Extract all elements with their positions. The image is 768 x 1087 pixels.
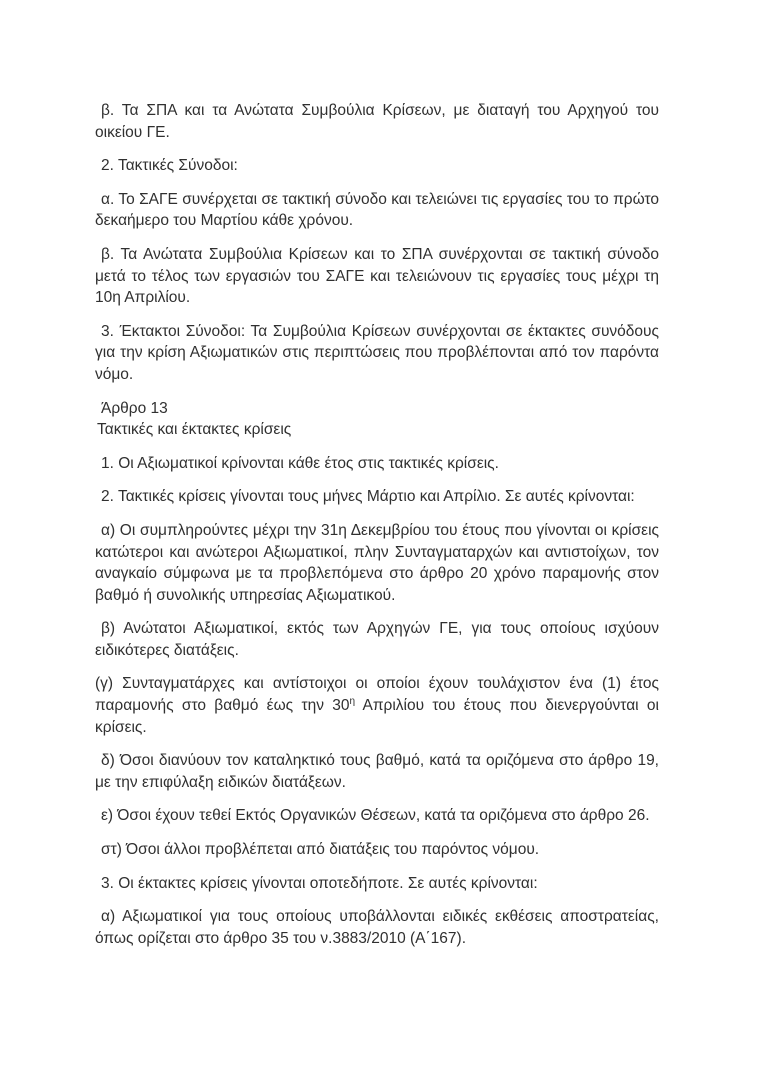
paragraph-extraordinary-evaluations: 3. Οι έκτακτες κρίσεις γίνονται οποτεδήποτε. Σε αυτές κρίνονται:: [101, 874, 538, 892]
case-g-ordinal-superscript: η: [349, 695, 356, 707]
paragraph-regular-evaluations-months: 2. Τακτικές κρίσεις γίνονται τους μήνες Μάρτιο και Απρίλιο. Σε αυτές κρίνονται:: [101, 488, 635, 506]
case-g-text-post: Απριλίου του έτους που διενεργούνται οι κρίσεις.: [95, 697, 659, 736]
paragraph-supreme-councils-session: β. Τα Ανώτατα Συμβούλια Κρίσεων και το ΣΠΑ συνέρχονται σε τακτική σύνοδο μετά το τέλος των εργασιών του ΣΑΓΕ και τελειώνουν τις εργασίες τους μέχρι τη 10η Απριλίου.: [95, 245, 659, 307]
paragraph-case-a-completion: α) Οι συμπληρούντες μέχρι την 31η Δεκεμβρίου του έτους που γίνονται οι κρίσεις κατώτεροι και ανώτεροι Αξιωματικοί, πλην Συνταγματαρχών και αντιστοίχων, τον αναγκαίο σύμφωνα με τα προβλεπόμενα στο άρθρο 20 χρόνο παραμονής στον βαθμό ή συνολικής υπηρεσίας Αξιωματικού.: [95, 521, 659, 604]
article-title: Τακτικές και έκτακτες κρίσεις: [97, 421, 292, 439]
paragraph-case-st-other-provisions: στ) Όσοι άλλοι προβλέπεται από διατάξεις του παρόντος νόμου.: [101, 841, 540, 859]
paragraph-case-g-colonels: [95, 673, 659, 738]
paragraph-regular-sessions-heading: 2. Τακτικές Σύνοδοι:: [101, 157, 238, 175]
text-block: [95, 100, 659, 961]
paragraph-case-e-outside-positions: ε) Όσοι έχουν τεθεί Εκτός Οργανικών Θέσεων, κατά τα οριζόμενα στο άρθρο 26.: [101, 807, 650, 825]
paragraph-case-d-terminal-rank: δ) Όσοι διανύουν τον καταληκτικό τους βαθμό, κατά τα οριζόμενα στο άρθρο 19, με την επιφύλαξη ειδικών διατάξεων.: [95, 752, 659, 791]
paragraph-annual-evaluations: 1. Οι Αξιωματικοί κρίνονται κάθε έτος στις τακτικές κρίσεις.: [101, 454, 499, 472]
paragraph-spa-councils: β. Τα ΣΠΑ και τα Ανώτατα Συμβούλια Κρίσεων, με διαταγή του Αρχηγού του οικείου ΓΕ.: [95, 102, 659, 141]
article-number: Άρθρο 13: [101, 399, 168, 417]
paragraph-case-b-senior-officers: β) Ανώτατοι Αξιωματικοί, εκτός των Αρχηγών ΓΕ, για τους οποίους ισχύουν ειδικότερες διατάξεις.: [95, 620, 659, 659]
paragraph-case-a-retirement-reports: α) Αξιωματικοί για τους οποίους υποβάλλονται ειδικές εκθέσεις αποστρατείας, όπως ορίζεται στο άρθρο 35 του ν.3883/2010 (Α΄167).: [95, 908, 659, 947]
case-g-text-pre: (γ) Συνταγματάρχες και αντίστοιχοι οι οποίοι έχουν τουλάχιστον ένα (1) έτος παραμονής στο βαθμό έως την 30: [95, 675, 659, 715]
paragraph-sage-session: α. Το ΣΑΓΕ συνέρχεται σε τακτική σύνοδο και τελειώνει τις εργασίες του το πρώτο δεκαήμερο του Μαρτίου κάθε χρόνου.: [95, 190, 659, 230]
paragraph-extraordinary-sessions: 3. Έκτακτοι Σύνοδοι: Τα Συμβούλια Κρίσεων συνέρχονται σε έκτακτες συνόδους για την κρίση Αξιωματικών στις περιπτώσεις που προβλέπονται από τον παρόντα νόμο.: [95, 322, 659, 383]
article-heading: [95, 398, 659, 441]
